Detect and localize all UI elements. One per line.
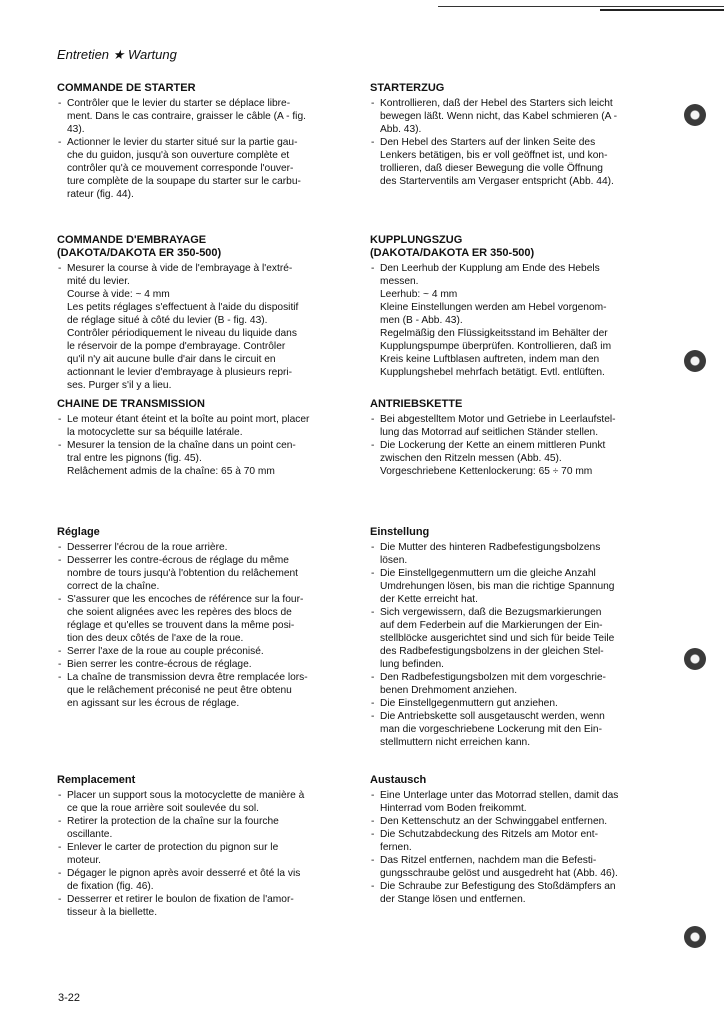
list-item xyxy=(57,867,349,893)
text-line: Vorgeschriebene Kettenlockerung: 65 ÷ 70 mm xyxy=(380,466,593,477)
section-title-line: Réglage xyxy=(57,526,100,538)
fr-section-4 xyxy=(57,774,349,919)
item-list xyxy=(57,541,349,710)
text-line: Umdrehungen lösen, bis man die richtige Spannung xyxy=(380,581,615,592)
section-title xyxy=(370,82,662,95)
section-title-line: Einstellung xyxy=(370,526,430,538)
text-line: - Das Ritzel entfernen, nachdem man die Befesti- xyxy=(380,855,597,866)
text-line: Kupplungshebel mehrfach betätigt. Evtl. entlüften. xyxy=(380,367,605,378)
text-line: che soient alignées avec les repères des blocs de xyxy=(67,607,292,618)
de-section-0 xyxy=(370,82,662,188)
text-line: ture complète de la soupape du starter sur le carbu- xyxy=(67,176,301,187)
text-line: messen. xyxy=(380,276,419,287)
item-list xyxy=(57,262,349,392)
text-line: lung befinden. xyxy=(380,659,445,670)
text-line: Kreis keine Luftblasen auftreten, indem man den xyxy=(380,354,600,365)
text-line: che du guidon, jusqu'à son ouverture complète et xyxy=(67,150,290,161)
text-line: ses. Purger s'il y a lieu. xyxy=(67,380,172,391)
list-item xyxy=(57,645,349,658)
text-line: - Le moteur étant éteint et la boîte au point mort, placer xyxy=(67,414,310,425)
section-title-line: Austausch xyxy=(370,774,427,786)
list-item xyxy=(57,841,349,867)
text-line: Kupplungspumpe überprüfen. Kontrollieren, daß im xyxy=(380,341,612,352)
text-line: - S'assurer que les encoches de référence sur la four- xyxy=(67,594,304,605)
text-line: trollieren, daß dieser Bewegung die volle Öffnung xyxy=(380,163,603,174)
text-line: - Contrôler que le levier du starter se déplace libre- xyxy=(67,98,291,109)
section-title xyxy=(57,234,349,260)
text-line: gungsschraube gelöst und ausgedreht hat (Abb. 46). xyxy=(380,868,618,879)
list-item xyxy=(370,697,662,710)
section-title xyxy=(57,82,349,95)
text-line: rateur (fig. 44). xyxy=(67,189,134,200)
text-line: des Radbefestigungsbolzens in der gleichen Stel- xyxy=(380,646,604,657)
de-section-4 xyxy=(370,774,662,906)
section-title xyxy=(370,234,662,260)
text-line: qu'il n'y ait aucune bulle d'air dans le circuit en xyxy=(67,354,276,365)
binder-hole-2 xyxy=(684,350,706,372)
text-line: actionnant le levier d'embrayage à plusieurs repri- xyxy=(67,367,293,378)
binder-hole-3 xyxy=(684,648,706,670)
text-line: - Den Radbefestigungsbolzen mit dem vorgeschrie- xyxy=(380,672,606,683)
text-line: Kleine Einstellungen werden am Hebel vorgenom- xyxy=(380,302,607,313)
list-item xyxy=(370,97,662,136)
section-title-line: Remplacement xyxy=(57,774,136,786)
section-title xyxy=(57,774,349,787)
text-line: Lenkers betätigen, bis er voll geöffnet ist, und kon- xyxy=(380,150,608,161)
section-title-line: KUPPLUNGSZUG xyxy=(370,234,463,246)
section-title-line: STARTERZUG xyxy=(370,82,445,94)
top-rule xyxy=(438,6,724,7)
running-header xyxy=(57,47,177,63)
de-section-3 xyxy=(370,526,662,749)
text-line: - Eine Unterlage unter das Motorrad stellen, damit das xyxy=(380,790,619,801)
list-item xyxy=(57,136,349,201)
text-line: - Serrer l'axe de la roue au couple préconisé. xyxy=(67,646,264,657)
list-item xyxy=(57,541,349,554)
text-line: - Retirer la protection de la chaîne sur la fourche xyxy=(67,816,279,827)
section-title xyxy=(370,774,662,787)
list-item xyxy=(57,671,349,710)
text-line: - Enlever le carter de protection du pignon sur le xyxy=(67,842,279,853)
fr-section-0 xyxy=(57,82,349,201)
text-line: en agissant sur les écrous de réglage. xyxy=(67,698,240,709)
text-line: auf dem Federbein auf die Markierungen der Ein- xyxy=(380,620,603,631)
header-left: Entretien xyxy=(57,47,110,62)
text-line: tral entre les pignons (fig. 45). xyxy=(67,453,202,464)
item-list xyxy=(57,97,349,201)
list-item xyxy=(370,541,662,567)
text-line: réglage et qu'elles se trouvent dans la même posi- xyxy=(67,620,295,631)
list-item xyxy=(370,789,662,815)
text-line: bewegen läßt. Wenn nicht, das Kabel schmieren (A - xyxy=(380,111,618,122)
list-item xyxy=(57,97,349,136)
list-item xyxy=(370,710,662,749)
text-line: - Die Mutter des hinteren Radbefestigungsbolzens xyxy=(380,542,601,553)
text-line: - Den Hebel des Starters auf der linken Seite des xyxy=(380,137,596,148)
list-item xyxy=(370,567,662,606)
text-line: le réservoir de la pompe d'embrayage. Contrôler xyxy=(67,341,286,352)
section-title-line: COMMANDE D'EMBRAYAGE xyxy=(57,234,207,246)
text-line: man die vorgeschriebene Lockerung mit den Ein- xyxy=(380,724,602,735)
text-line: - Die Einstellgegenmuttern gut anziehen. xyxy=(380,698,558,709)
text-line: - Bien serrer les contre-écrous de réglage. xyxy=(67,659,252,670)
text-line: der Stange lösen und entfernen. xyxy=(380,894,526,905)
text-line: lösen. xyxy=(380,555,408,566)
section-title xyxy=(370,526,662,539)
fr-section-1 xyxy=(57,234,349,392)
item-list xyxy=(370,413,662,478)
section-title-line: ANTRIEBSKETTE xyxy=(370,398,463,410)
list-item xyxy=(370,136,662,188)
item-list xyxy=(370,262,662,379)
text-line: Regelmäßig den Flüssigkeitsstand im Behälter der xyxy=(380,328,608,339)
text-line: 43). xyxy=(67,124,85,135)
text-line: men (B - Abb. 43). xyxy=(380,315,463,326)
list-item xyxy=(57,554,349,593)
text-line: tisseur à la biellette. xyxy=(67,907,158,918)
text-line: moteur. xyxy=(67,855,101,866)
text-line: mité du levier. xyxy=(67,276,130,287)
text-line: der Kette erreicht hat. xyxy=(380,594,478,605)
text-line: - Den Kettenschutz an der Schwinggabel entfernen. xyxy=(380,816,608,827)
text-line: stellblöcke ausgerichtet sind und sich für beide Teile xyxy=(380,633,615,644)
text-line: stellmuttern nicht erreichen kann. xyxy=(380,737,531,748)
text-line: Course à vide: ~ 4 mm xyxy=(67,289,170,300)
text-line: - Dégager le pignon après avoir desserré et ôté la vis xyxy=(67,868,301,879)
fr-section-3 xyxy=(57,526,349,710)
list-item xyxy=(370,413,662,439)
list-item xyxy=(370,606,662,671)
text-line: - Desserrer les contre-écrous de réglage du même xyxy=(67,555,289,566)
list-item xyxy=(57,439,349,478)
section-title xyxy=(57,526,349,539)
text-line: ce que la roue arrière soit soulevée du sol. xyxy=(67,803,259,814)
text-line: contrôler qu'à ce mouvement corresponde l'ouver- xyxy=(67,163,294,174)
page-number: 3-22 xyxy=(58,992,81,1004)
text-line: que le relâchement préconisé ne peut être obtenu xyxy=(67,685,292,696)
item-list xyxy=(370,789,662,906)
text-line: oscillante. xyxy=(67,829,113,840)
text-line: - Actionner le levier du starter situé sur la partie gau- xyxy=(67,137,298,148)
list-item xyxy=(57,593,349,645)
section-title-line: COMMANDE DE STARTER xyxy=(57,82,196,94)
list-item xyxy=(57,893,349,919)
section-title-line: (DAKOTA/DAKOTA ER 350-500) xyxy=(370,247,535,259)
list-item xyxy=(370,671,662,697)
item-list xyxy=(370,541,662,749)
de-section-1 xyxy=(370,234,662,379)
list-item xyxy=(57,413,349,439)
text-line: tion des deux côtés de l'axe de la roue. xyxy=(67,633,244,644)
item-list xyxy=(57,413,349,478)
list-item xyxy=(57,262,349,392)
text-line: la motocyclette sur sa béquille latérale. xyxy=(67,427,243,438)
list-item xyxy=(57,815,349,841)
header-star: ★ xyxy=(112,47,125,62)
item-list xyxy=(57,789,349,919)
text-line: - Desserrer l'écrou de la roue arrière. xyxy=(67,542,228,553)
text-line: - Die Schraube zur Befestigung des Stoßdämpfers an xyxy=(380,881,616,892)
list-item xyxy=(370,439,662,478)
list-item xyxy=(57,789,349,815)
text-line: nombre de tours jusqu'à l'obtention du relâchement xyxy=(67,568,298,579)
section-title-line: CHAINE DE TRANSMISSION xyxy=(57,398,205,410)
text-line: des Starterventils am Vergaser entspricht (Abb. 44). xyxy=(380,176,614,187)
text-line: - Desserrer et retirer le boulon de fixation de l'amor- xyxy=(67,894,294,905)
text-line: de fixation (fig. 46). xyxy=(67,881,154,892)
list-item xyxy=(57,658,349,671)
text-line: - Mesurer la tension de la chaîne dans un point cen- xyxy=(67,440,296,451)
text-line: - Die Antriebskette soll ausgetauscht werden, wenn xyxy=(380,711,605,722)
top-rule-thick xyxy=(600,9,724,11)
text-line: - Den Leerhub der Kupplung am Ende des Hebels xyxy=(380,263,600,274)
text-line: - Die Einstellgegenmuttern um die gleiche Anzahl xyxy=(380,568,596,579)
section-title xyxy=(57,398,349,411)
text-line: Abb. 43). xyxy=(380,124,422,135)
text-line: - Placer un support sous la motocyclette de manière à xyxy=(67,790,305,801)
text-line: correct de la chaîne. xyxy=(67,581,160,592)
text-line: Les petits réglages s'effectuent à l'aide du dispositif xyxy=(67,302,299,313)
text-line: Relâchement admis de la chaîne: 65 à 70 mm xyxy=(67,466,275,477)
text-line: - Mesurer la course à vide de l'embrayage à l'extré- xyxy=(67,263,293,274)
list-item xyxy=(370,262,662,379)
binder-hole-1 xyxy=(684,104,706,126)
text-line: - La chaîne de transmission devra être remplacée lors- xyxy=(67,672,308,683)
section-title xyxy=(370,398,662,411)
text-line: Hinterrad vom Boden freikommt. xyxy=(380,803,527,814)
binder-hole-4 xyxy=(684,926,706,948)
text-line: Leerhub: ~ 4 mm xyxy=(380,289,458,300)
list-item xyxy=(370,828,662,854)
text-line: benen Drehmoment anziehen. xyxy=(380,685,518,696)
header-right: Wartung xyxy=(127,47,177,62)
text-line: - Kontrollieren, daß der Hebel des Starters sich leicht xyxy=(380,98,613,109)
text-line: - Bei abgestelltem Motor und Getriebe in Leerlaufstel- xyxy=(380,414,616,425)
text-line: - Sich vergewissern, daß die Bezugsmarkierungen xyxy=(380,607,602,618)
text-line: Contrôler périodiquement le niveau du liquide dans xyxy=(67,328,297,339)
de-section-2 xyxy=(370,398,662,478)
text-line: - Die Schutzabdeckung des Ritzels am Motor ent- xyxy=(380,829,599,840)
item-list xyxy=(370,97,662,188)
text-line: zwischen den Ritzeln messen (Abb. 45). xyxy=(380,453,562,464)
list-item xyxy=(370,854,662,880)
text-line: - Die Lockerung der Kette an einem mittleren Punkt xyxy=(380,440,606,451)
text-line: fernen. xyxy=(380,842,412,853)
list-item xyxy=(370,880,662,906)
text-line: ment. Dans le cas contraire, graisser le câble (A - fig. xyxy=(67,111,306,122)
section-title-line: (DAKOTA/DAKOTA ER 350-500) xyxy=(57,247,222,259)
list-item xyxy=(370,815,662,828)
text-line: lung das Motorrad auf seitlichen Ständer stellen. xyxy=(380,427,599,438)
fr-section-2 xyxy=(57,398,349,478)
text-line: de réglage situé à côté du levier (B - fig. 43). xyxy=(67,315,268,326)
